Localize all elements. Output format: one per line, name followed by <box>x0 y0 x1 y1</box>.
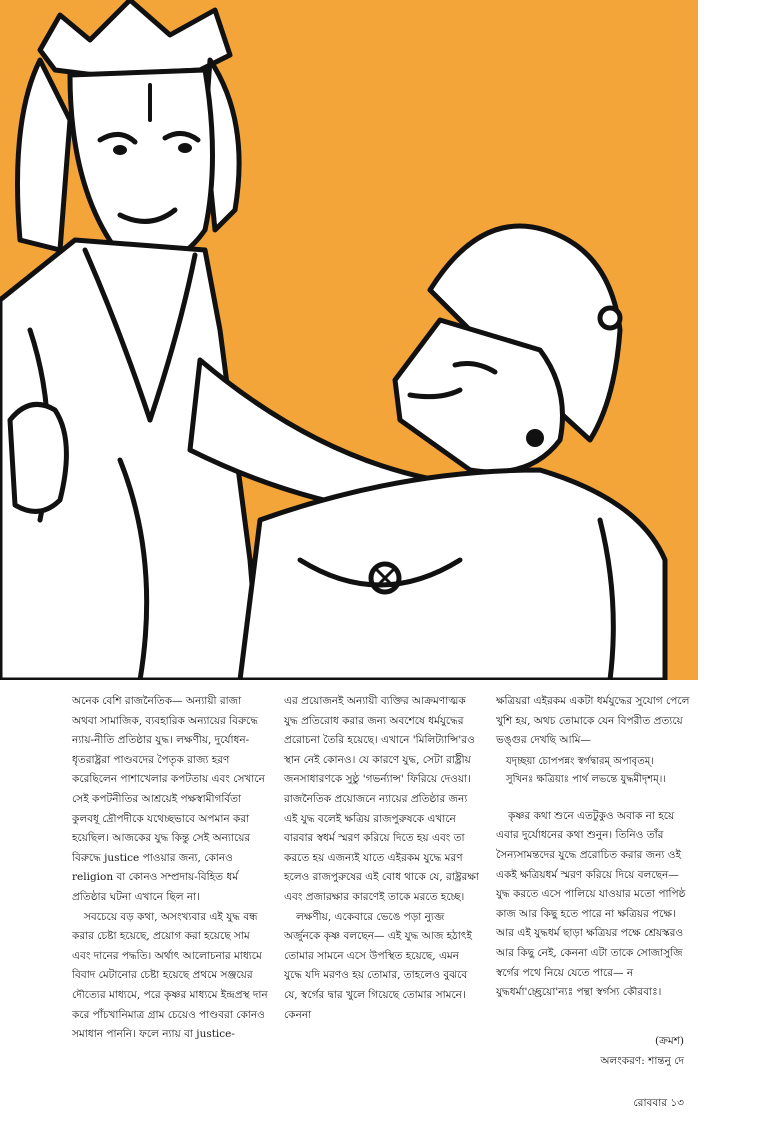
illustration-credit: অলংকরণ: শান্তনু দে <box>600 1055 684 1067</box>
article-column-3 <box>496 692 692 1003</box>
verse-line: যদৃচ্ছয়া চোপপন্নং স্বর্গদ্বারম্ অপাবৃতম্। <box>506 755 654 767</box>
article-paragraph: অনেক বেশি রাজনৈতিক— অন্যায়ী রাজা অথবা সামাজিক, ব্যবহারিক অন্যায়ের বিরুদ্ধে ন্যায়-নীতি প্রতিষ্ঠার যুদ্ধ। লক্ষণীয়, দুর্যোধন-ধৃতরাষ্ট্ররা পাণ্ডবদের পৈতৃক রাজ্য হরণ করেছিলেন পাশাখেলার কপটতায় এবং সেখানে সেই কপটনীতির আশ্রয়েই পক্ষস্বামীগর্বিতা কুলবধূ দ্রৌপদীকে যথেচ্ছভাবে অপমান করা হয়েছিল। আজকের যুদ্ধ কিন্তু সেই অন্যায়ের বিরুদ্ধে justice পাওয়ার জন্য, কোনও religion বা কোনও সম্প্রদায়-বিহিত ধর্ম প্রতিষ্ঠার ঘটনা এখানে ছিল না। <box>72 695 265 903</box>
article-paragraph: কৃষ্ণর কথা শুনে এতটুকুও অবাক না হয়ে এবার দুর্যোধনের কথা শুনুন। তিনিও তাঁর সৈন্যসামন্তদের যুদ্ধে প্ররোচিত করার জন্য ওই একই ক্ষত্রিয়ধর্ম স্মরণ করিয়ে দিয়ে বলছেন— যুদ্ধ করতে এসে পালিয়ে যাওয়ার মতো পাপিষ্ঠ কাজ আর কিছু হতে পারে না ক্ষত্রিয়র পক্ষে। আর এই যুদ্ধধর্ম ছাড়া ক্ষত্রিয়র পক্ষে শ্রেয়স্করও আর কিছু নেই, কেননা এটা তাকে সোজাসুজি স্বর্গের পথে নিয়ে যেতে পারে— ন যুদ্ধধর্মা'চ্ছ্রেয়ো'ন্যঃ পন্থা স্বর্গস্য কৌরবাঃ। <box>496 809 686 999</box>
article-paragraph: এর প্রয়োজনই অন্যায়ী ব্যক্তির আক্রমণাত্মক যুদ্ধ প্রতিরোধ করার জন্য অবশেষে ধর্মযুদ্ধের প্ররোচনা তৈরি হয়েছে। এখানে 'মিলিট্যান্সি'রও স্থান নেই কোনও। যে কারণে যুদ্ধ, সেটা রাষ্ট্রীয় জনসাধারণকে সুষ্ঠু 'গভর্ন্যান্স' ফিরিয়ে দেওয়া। রাজনৈতিক প্রয়োজনে ন্যায়ের প্রতিষ্ঠার জন্য এই যুদ্ধ বলেই ক্ষত্রিয় রাজপুরুষকে এখানে বারবার স্বধর্ম স্মরণ করিয়ে দিতে হয় এবং তা করতে হয় এজন্যই যাতে এইরকম যুদ্ধে মরণ হলেও রাজপুরুষের এই বোধ থাকে যে, রাষ্ট্ররক্ষা এবং প্রজারক্ষার কারণেই তাকে মরতে হচ্ছে। <box>284 695 479 903</box>
verse-line: সুখিনঃ ক্ষত্রিয়াঃ পার্থ লভন্তে যুদ্ধমীদৃশম্।। <box>506 773 666 785</box>
article-column-1 <box>72 692 268 1045</box>
article-paragraph: লক্ষণীয়, একেবারে ভেঙে পড়া ন্যুব্জ অর্জুনকে কৃষ্ণ বলছেন— এই যুদ্ধ আজ হঠাৎই তোমার সামনে এসে উপস্থিত হয়েছে, এমন যুদ্ধে যদি মরণও হয় তোমার, তাহলেও বুঝবে যে, স্বর্গের দ্বার খুলে গিয়েছে তোমার সামনে। কেননা <box>284 910 472 1021</box>
series-continued-note: (ক্রমশ) <box>654 1035 684 1047</box>
article-column-2 <box>284 692 480 1025</box>
page-number: রোববার ১৩ <box>633 1097 684 1109</box>
article-paragraph: সবচেয়ে বড় কথা, অসংখ্যবার এই যুদ্ধ বন্ধ করার চেষ্টা হয়েছে, প্রয়োগ করা হয়েছে সাম এবং দানের পদ্ধতি। অর্থাৎ আলোচনার মাধ্যমে বিবাদ মেটানোর চেষ্টা হয়েছে প্রথমে সঞ্জয়ের দৌত্যের মাধ্যমে, পরে কৃষ্ণর মাধ্যমে ইন্দ্রপ্রস্থ দান করে পাঁচখানিমাত্র গ্রাম চেয়েও পাণ্ডবরা কোনও সমাধান পাননি। ফলে ন্যায় বা justice- <box>72 910 268 1041</box>
sanskrit-verse <box>506 753 692 789</box>
article-paragraph: ক্ষত্রিয়রা এইরকম একটা ধর্মযুদ্ধের সুযোগ পেলে খুশি হয়, অথচ তোমাকে যেন বিপরীত প্রত্যয়ে ভঙ্গুর দেখছি আমি— <box>496 695 690 747</box>
